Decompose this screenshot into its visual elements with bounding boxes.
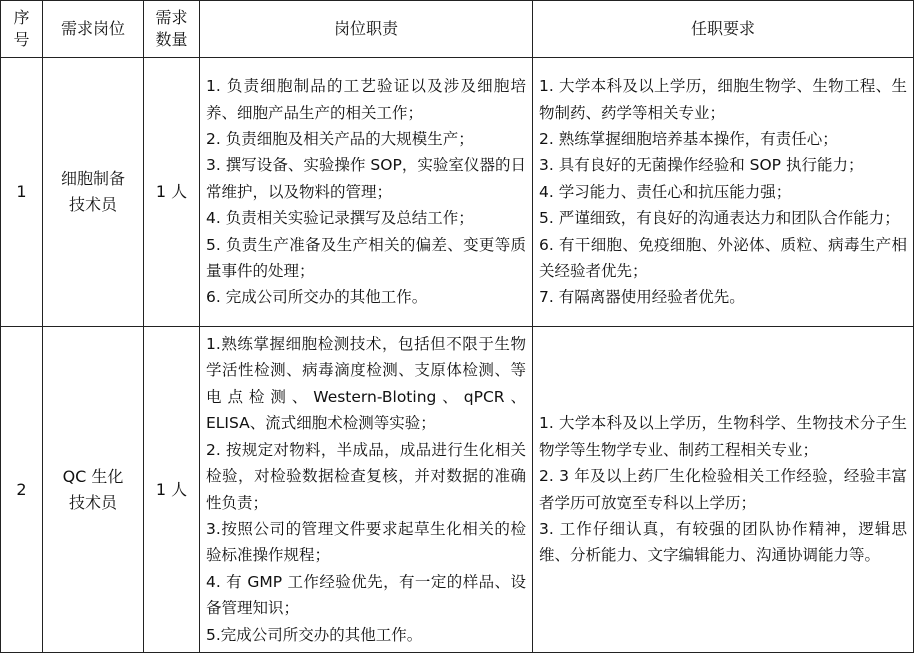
- row-index: 2: [1, 327, 43, 653]
- duty-item: 2. 负责细胞及相关产品的大规模生产；: [206, 129, 474, 148]
- requirement-item: 3. 工作仔细认真，有较强的团队协作精神，逻辑思维、分析能力、文字编辑能力、沟通协调能力等。: [539, 519, 907, 565]
- duty-item: 1. 负责细胞制品的工艺验证以及涉及细胞培养、细胞产品生产的相关工作；: [206, 77, 526, 122]
- role-line: 细胞制备: [60, 169, 125, 188]
- row-requirements: [533, 58, 914, 327]
- requirement-item: 6. 有干细胞、免疫细胞、外泌体、质粒、病毒生产相关经验者优先；: [539, 235, 907, 281]
- requirement-item: 4. 学习能力、责任心和抗压能力强；: [539, 182, 792, 201]
- header-count: 需求数量: [144, 1, 200, 58]
- requirement-item: 1. 大学本科及以上学历，生物科学、生物技术分子生物学等生物学专业、制药工程相关专业；: [539, 414, 907, 459]
- header-index: 序号: [1, 1, 43, 58]
- role-line: 技术员: [68, 195, 117, 214]
- role-line: QC 生化: [62, 466, 124, 486]
- header-row: [1, 1, 914, 58]
- duty-item: 1.熟练掌握细胞检测技术，包括但不限于生物学活性检测、病毒滴度检测、支原体检测、等电点检测、Western-Bloting、qPCR、ELISA、流式细胞术检测等实验；: [206, 335, 526, 433]
- table-row: [1, 58, 914, 327]
- row-role: [43, 58, 144, 327]
- row-requirements: [533, 327, 914, 653]
- row-index: 1: [1, 58, 43, 327]
- duty-item: 5.完成公司所交办的其他工作。: [206, 625, 423, 644]
- header-role: 需求岗位: [43, 1, 144, 58]
- duty-item: 5. 负责生产准备及生产相关的偏差、变更等质量事件的处理；: [206, 235, 526, 281]
- header-requirements: 任职要求: [533, 1, 914, 58]
- row-count: 1 人: [144, 327, 200, 653]
- requirement-item: 7. 有隔离器使用经验者优先。: [539, 288, 745, 307]
- requirement-item: 5. 严谨细致，有良好的沟通表达力和团队合作能力；: [539, 209, 900, 228]
- duty-item: 3. 撰写设备、实验操作 SOP，实验室仪器的日常维护，以及物料的管理；: [206, 156, 526, 201]
- table-header: [1, 1, 914, 58]
- requirement-item: 3. 具有良好的无菌操作经验和 SOP 执行能力；: [539, 156, 864, 175]
- duty-item: 4. 有 GMP 工作经验优先，有一定的样品、设备管理知识；: [206, 572, 526, 618]
- row-duties: [200, 58, 533, 327]
- duty-item: 6. 完成公司所交办的其他工作。: [206, 288, 428, 307]
- role-line: 技术员: [68, 492, 117, 512]
- requirement-item: 1. 大学本科及以上学历，细胞生物学、生物工程、生物制药、药学等相关专业；: [539, 77, 907, 122]
- duty-item: 4. 负责相关实验记录撰写及总结工作；: [206, 209, 474, 228]
- duty-item: 3.按照公司的管理文件要求起草生化相关的检验标准操作规程；: [206, 519, 526, 565]
- requirement-item: 2. 3 年及以上药厂生化检验相关工作经验，经验丰富者学历可放宽至专科以上学历；: [539, 467, 907, 512]
- table-row: [1, 327, 914, 653]
- row-duties: [200, 327, 533, 653]
- duty-item: 2. 按规定对物料，半成品，成品进行生化相关检验，对检验数据检查复核，并对数据的准确性负责；: [206, 440, 526, 512]
- row-count: 1 人: [144, 58, 200, 327]
- row-role: [43, 327, 144, 653]
- requirement-item: 2. 熟练掌握细胞培养基本操作，有责任心；: [539, 129, 838, 148]
- header-duties: 岗位职责: [200, 1, 533, 58]
